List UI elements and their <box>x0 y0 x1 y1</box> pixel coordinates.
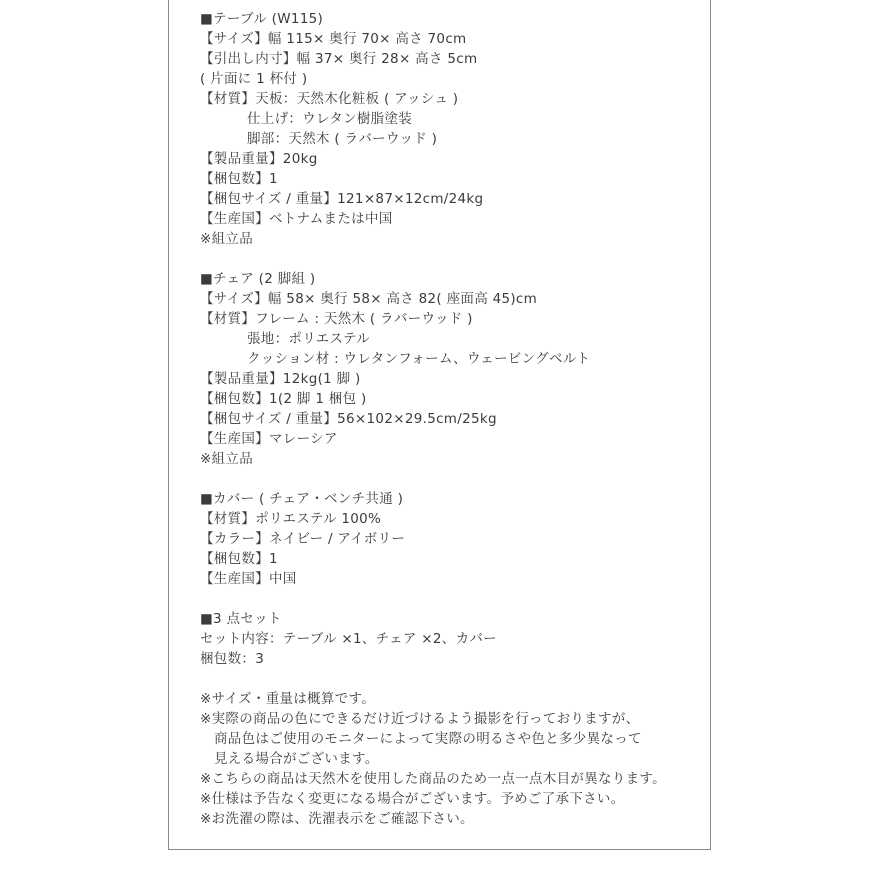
spec-line: クッション材 : ウレタンフォーム、ウェービングベルト <box>247 351 591 367</box>
section-set <box>200 609 710 669</box>
spec-border-box <box>168 0 711 850</box>
spec-line: 張地：ポリエステル <box>247 331 370 347</box>
spec-line: ※組立品 <box>200 231 254 247</box>
spec-line: 【製品重量】20kg <box>200 151 318 167</box>
spec-line: 【梱包サイズ / 重量】121×87×12cm/24kg <box>200 191 484 207</box>
spec-line: ※実際の商品の色にできるだけ近づけるよう撮影を行っておりますが、 <box>200 711 640 727</box>
spec-line: 【材質】天板：天然木化粧板 ( アッシュ ) <box>200 91 459 107</box>
spec-line: 【サイズ】幅 58× 奥行 58× 高さ 82( 座面高 45)cm <box>200 291 538 307</box>
spec-line: 【梱包数】1 <box>200 171 278 187</box>
spec-line: 【カラー】ネイビー / アイボリー <box>200 531 406 547</box>
spec-line: セット内容：テーブル ×1、チェア ×2、カバー <box>200 631 497 647</box>
spec-line: ■テーブル (W115) <box>200 11 324 27</box>
spec-line: 【生産国】中国 <box>200 571 297 587</box>
spec-line: 仕上げ：ウレタン樹脂塗装 <box>247 111 413 127</box>
spec-line: ■3 点セット <box>200 611 282 627</box>
spec-line: 【梱包数】1(2 脚 1 梱包 ) <box>200 391 367 407</box>
spec-line: 商品色はご使用のモニターによって実際の明るさや色と多少異なって <box>214 731 642 747</box>
spec-line: ※サイズ・重量は概算です。 <box>200 691 376 707</box>
spec-line: ( 片面に 1 杯付 ) <box>200 71 308 87</box>
spec-line: ※組立品 <box>200 451 254 467</box>
spec-line: 【サイズ】幅 115× 奥行 70× 高さ 70cm <box>200 31 467 47</box>
section-table <box>200 9 710 249</box>
spec-line: 【引出し内寸】幅 37× 奥行 28× 高さ 5cm <box>200 51 478 67</box>
spec-line: ※仕様は予告なく変更になる場合がございます。予めご了承下さい。 <box>200 791 625 807</box>
spec-line: 梱包数：3 <box>200 651 265 667</box>
section-notes <box>200 689 710 829</box>
spec-line: 【梱包数】1 <box>200 551 278 567</box>
spec-line: ■カバー ( チェア・ベンチ共通 ) <box>200 491 404 507</box>
spec-line: 【生産国】ベトナムまたは中国 <box>200 211 393 227</box>
spec-line: ※こちらの商品は天然木を使用した商品のため一点一点木目が異なります。 <box>200 771 666 787</box>
spec-line: ※お洗濯の際は、洗濯表示をご確認下さい。 <box>200 811 474 827</box>
section-chair <box>200 269 710 469</box>
spec-line: 【製品重量】12kg(1 脚 ) <box>200 371 361 387</box>
spec-line: 【梱包サイズ / 重量】56×102×29.5cm/25kg <box>200 411 497 427</box>
spec-content <box>169 0 710 829</box>
spec-line: 脚部：天然木 ( ラバーウッド ) <box>247 131 438 147</box>
section-cover <box>200 489 710 589</box>
spec-line: 【材質】ポリエステル 100% <box>200 511 382 527</box>
spec-line: 見える場合がございます。 <box>214 751 379 767</box>
spec-line: 【材質】フレーム : 天然木 ( ラバーウッド ) <box>200 311 473 327</box>
spec-line: 【生産国】マレーシア <box>200 431 338 447</box>
spec-line: ■チェア (2 脚組 ) <box>200 271 316 287</box>
